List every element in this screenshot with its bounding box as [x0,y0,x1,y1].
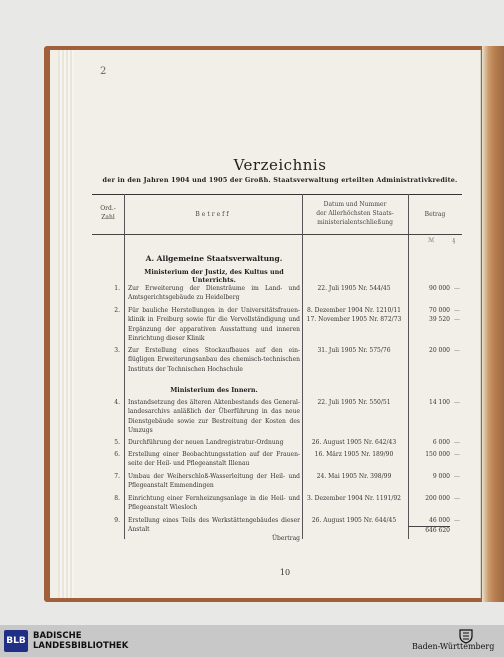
row-amount [408,472,450,481]
row-description [128,516,300,544]
row-amount [408,494,450,503]
header-rule [92,234,462,235]
row-date [306,346,402,355]
row-dash: — [454,517,460,524]
header-date-line1: Datum und Nummer [323,201,387,208]
row-amount-line: 70 000 [429,307,450,314]
row-dash-line: — [454,307,460,314]
table-top-rule [92,194,462,195]
row-number: 9. [114,517,120,524]
row-number: 5. [114,439,120,446]
row-date-line: 16. März 1905 Nr. 189/90 [314,451,394,458]
row-amount [408,284,450,293]
row-amount-line: 14 100 [429,399,450,406]
mark-icon: ℳ [428,237,435,244]
row-number: 1. [114,285,120,292]
row-number: 3. [114,347,120,354]
row-date-line: 22. Juli 1905 Nr. 544/45 [317,285,391,292]
header-subject: Betreff [195,211,231,218]
bottom-page-number: 10 [279,568,291,577]
row-date [306,472,402,481]
row-dash [454,306,462,325]
row-amount-line: 39 520 [429,316,450,324]
row-date [306,284,402,293]
row-description: Zur Erweiterung der Diensträume im Land- und Amtsgerichtsgebäude zu Heidelberg [128,285,300,302]
row-description: Einrichtung einer Fernheizungsanlage in die Heil- und Pflegeanstalt Wiesloch [128,495,300,512]
ministry-heading-interior: Ministerium des Innern. [170,386,258,394]
row-amount-line: 6 000 [432,439,450,446]
top-page-number: 2 [100,66,107,77]
header-ordinal-line2: Zahl [101,214,115,221]
row-amount [408,398,450,407]
row-amount [408,346,450,355]
section-heading-a: A. Allgemeine Staatsverwaltung. [145,254,283,263]
page-edges [58,50,74,598]
row-amount [408,450,450,459]
row-number: 7. [114,473,120,480]
row-dash: — [454,347,460,354]
row-description-text: Erstellung eines Teils des Werkstättengebäudes dieser Anstalt [128,517,300,534]
library-name-line2: LANDESBIBLIOTHEK [33,641,129,651]
row-amount-line: 150 000 [425,451,450,458]
row-date-line: 26. August 1905 Nr. 642/43 [311,439,397,446]
row-number: 2. [114,307,120,314]
row-description: Durchführung der neuen Landregistratur-Ordnung [128,439,284,446]
row-description: Erstellung einer Beobachtungsstation auf der Frauen-seite der Heil- und Pflegeanstalt Illenau [128,451,300,468]
row-dash: — [454,473,460,480]
blb-logo-icon: BLB [4,630,28,652]
header-amount: Betrag [424,211,446,218]
row-description: Zur Erstellung eines Stockaufbaues auf den ein-flügligen Erweiterungsanbau des chemisch-technischen Instituts der Technischen Hochschule [128,347,300,373]
row-number: 8. [114,495,120,502]
row-date-line: 24. Mai 1905 Nr. 398/99 [316,473,392,480]
row-date-line: 8. Dezember 1904 Nr. 1210/11 [307,307,401,314]
row-amount [408,306,450,325]
header-ordinal [92,204,124,222]
header-ordinal-line1: Ord.- [100,205,116,212]
row-date [306,398,402,407]
row-amount-line: 200 000 [425,495,450,502]
document-subtitle: der in den Jahren 1904 und 1905 der Großh. Staatsverwaltung erteilten Administrativkredite. [102,176,458,184]
row-dash: — [454,495,460,502]
row-amount-line: 9 000 [432,473,450,480]
row-date-line: 26. August 1905 Nr. 644/45 [311,517,397,524]
column-divider [302,194,303,539]
row-amount-line: 46 000 [429,517,450,524]
row-amount [408,438,450,447]
carry-over-label: Übertrag [271,535,300,543]
row-date-line: 22. Juli 1905 Nr. 550/51 [317,399,391,406]
column-divider [124,194,125,539]
row-dash: — [454,285,460,292]
header-date [302,200,408,227]
row-date-line: 3. Dezember 1904 Nr. 1191/92 [307,495,401,502]
library-name-line1: BADISCHE [33,631,82,641]
row-date-line: 17. November 1905 Nr. 872/73 [306,316,402,324]
book-spine [482,46,504,602]
row-date [306,494,402,503]
header-date-line2: der Allerhöchsten Staats- [316,210,394,217]
header-date-line3: ministerialentschließung [317,219,393,226]
row-description: Instandsetzung des älteren Aktenbestands des General-landesarchivs anläßlich der Überführung in das neue Dienstgebäude sowie zur Bestreitung der Kosten des Umzugs [128,399,300,435]
pfennig-icon: ₰ [452,237,455,244]
column-divider [408,194,409,539]
row-amount [408,516,450,525]
row-amount-line: 90 000 [429,285,450,292]
document-title: Verzeichnis [233,156,327,174]
row-dash: — [454,439,460,446]
row-amount-line: 20 000 [429,347,450,354]
row-date [306,306,402,325]
row-dash: — [454,451,460,458]
row-description: Umbau der Weiherschloß-Wasserleitung der Heil- und Pflegeanstalt Emmendingen [128,473,300,490]
state-name: Baden-Württemberg [412,642,495,651]
library-name [33,631,128,651]
ministry-heading-justice: Ministerium der Justiz, des Kultus und Unterrichts. [144,268,284,284]
row-number: 6. [114,451,120,458]
row-dash-line: — [454,316,460,324]
row-description: Für bauliche Herstellungen in der Universitätsfrauen-klinik in Freiburg sowie für die Vervollständigung und Ergänzung der apparativen Ausstattung und inneren Einrichtung dieser Klinik [128,307,300,343]
row-dash: — [454,399,460,406]
row-date-line: 31. Juli 1905 Nr. 575/76 [317,347,391,354]
carry-over-total: 646 620 [425,527,450,534]
row-date [306,438,402,447]
row-date [306,516,402,525]
row-number: 4. [114,399,120,406]
row-date [306,450,402,459]
